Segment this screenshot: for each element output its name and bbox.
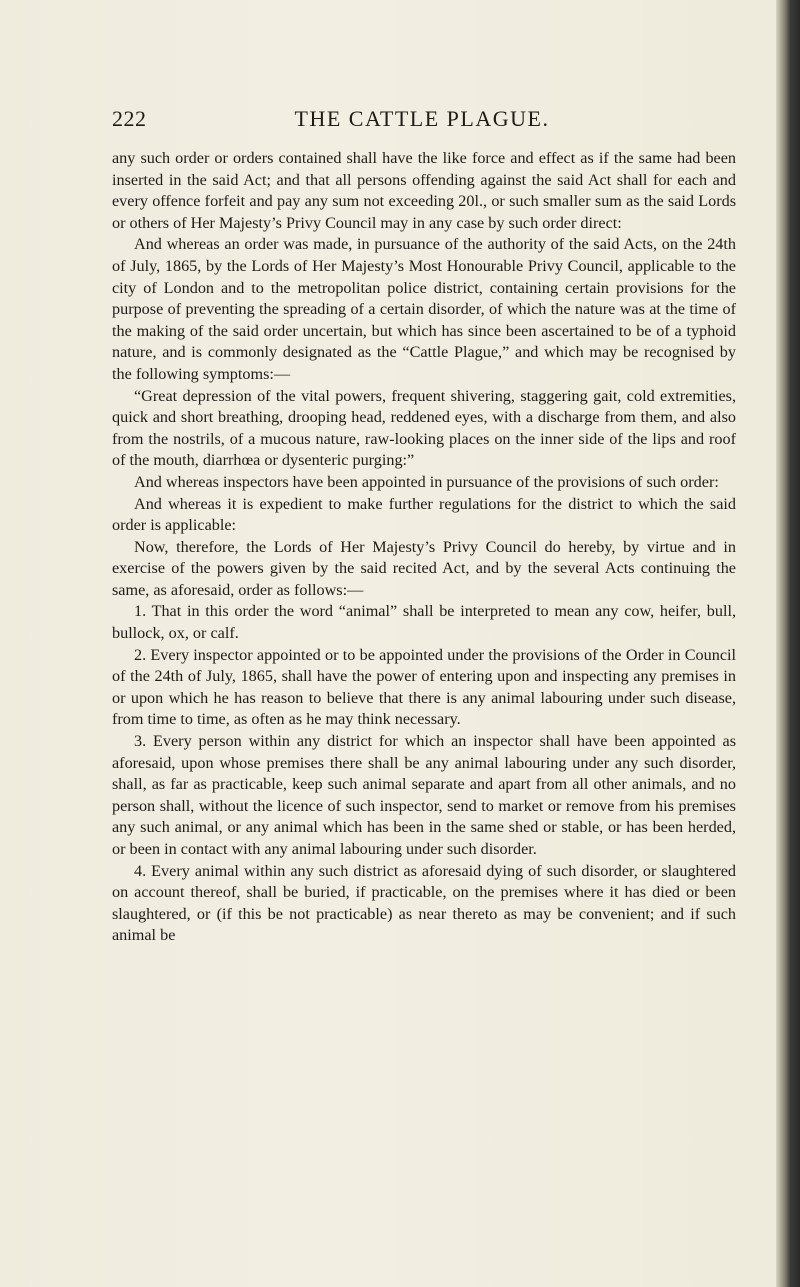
paragraph: “Great depression of the vital powers, frequent shivering, staggering gait, cold extremities, quick and short breathing, drooping head, reddened eyes, with a discharge from them, and also from the nostrils, of a mucous nature, raw-looking places on the inner side of the lips and roof of the mouth, diarrhœa or dysenteric purging:” — [112, 386, 736, 470]
paragraph: 2. Every inspector appointed or to be appointed under the provisions of the Order in Council of the 24th of July, 1865, shall have the power of entering upon and inspecting any premises in or upon which he has reason to believe that there is any animal labouring under such disease, from time to time, as often as he may think necessary. — [112, 645, 736, 729]
running-title: THE CATTLE PLAGUE. — [294, 106, 550, 131]
page-number: 222 — [112, 106, 147, 131]
paragraph: And whereas it is expedient to make further regulations for the district to which the said order is applicable: — [112, 494, 736, 535]
page-header — [112, 106, 732, 136]
paragraph: Now, therefore, the Lords of Her Majesty’s Privy Council do hereby, by virtue and in exercise of the powers given by the said recited Act, and by the several Acts continuing the same, as aforesaid, order as follows:— — [112, 537, 736, 599]
paragraph: 3. Every person within any district for which an inspector shall have been appointed as aforesaid, upon whose premises there shall be any animal labouring under any such disorder, shall, as far as practicable, keep such animal separate and apart from all other animals, and no person shall, without the licence of such inspector, send to market or remove from his premises any such animal, or any animal which has been in the same shed or stable, or has been herded, or been in contact with any animal labouring under such disorder. — [112, 732, 736, 858]
book-spine-shadow — [776, 0, 800, 1287]
paragraph: any such order or orders contained shall have the like force and effect as if the same had been inserted in the said Act; and that all persons offending against the said Act shall for each and every offence forfeit and pay any sum not exceeding 20l., or such smaller sum as the said Lords or others of Her Majesty’s Privy Council may in any case by such order direct: — [112, 149, 736, 232]
paragraph: And whereas an order was made, in pursuance of the authority of the said Acts, on the 24th of July, 1865, by the Lords of Her Majesty’s Most Honourable Privy Council, applicable to the city of London and to the metropolitan police district, containing certain provisions for the purpose of preventing the spreading of a certain disorder, of which the nature was at the time of the making of the said order uncertain, but which has since been ascertained to be of a typhoid nature, and is commonly designated as the “Cattle Plague,” and which may be recognised by the following symptoms:— — [112, 235, 736, 383]
body-text — [112, 148, 736, 947]
paragraph: 4. Every animal within any such district as aforesaid dying of such disorder, or slaughtered on account thereof, shall be buried, if practicable, on the premises where it has died or been slaughtered, or (if this be not practicable) as near thereto as may be convenient; and if such animal be — [112, 861, 736, 945]
paragraph: And whereas inspectors have been appointed in pursuance of the provisions of such order: — [134, 472, 719, 491]
paragraph: 1. That in this order the word “animal” shall be interpreted to mean any cow, heifer, bull, bullock, ox, or calf. — [112, 602, 736, 643]
